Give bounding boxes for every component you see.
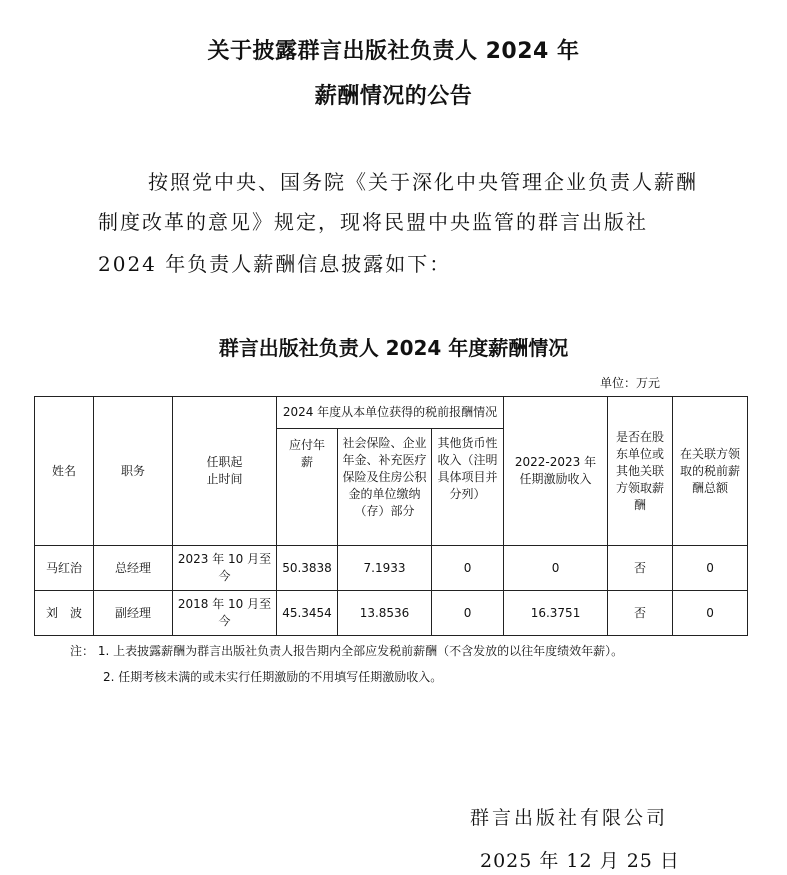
cell-shareholder: 否 [608, 591, 673, 636]
cell-tenure: 2018 年 10 月至今 [173, 591, 277, 636]
paragraph-line3: 2024 年负责人薪酬信息披露如下： [98, 252, 452, 276]
header-incentive: 2022-2023 年任期激励收入 [504, 397, 608, 546]
table-row [35, 546, 748, 591]
cell-incentive: 0 [504, 546, 608, 591]
header-name: 姓名 [35, 397, 94, 546]
header-insurance: 社会保险、企业年金、补充医疗保险及住房公积金的单位缴纳（存）部分 [338, 429, 432, 546]
paragraph-line1: 按照党中央、国务院《关于深化中央管理企业负责人薪酬 [148, 170, 698, 194]
header-salary: 应付年薪 [277, 429, 338, 546]
signature-date: 2025 年 12 月 25 日 [480, 850, 680, 872]
cell-related-party: 0 [673, 546, 748, 591]
cell-tenure: 2023 年 10 月至今 [173, 546, 277, 591]
cell-salary: 50.3838 [277, 546, 338, 591]
header-position: 职务 [94, 397, 173, 546]
cell-name: 刘 波 [35, 591, 94, 636]
note-2: 2. 任期考核未满的或未实行任期激励的不用填写任期激励收入。 [103, 670, 443, 684]
cell-insurance: 7.1933 [338, 546, 432, 591]
header-shareholder: 是否在股东单位或其他关联方领取薪酬 [608, 397, 673, 546]
header-related-party: 在关联方领取的税前薪酬总额 [673, 397, 748, 546]
document-title-line2: 薪酬情况的公告 [314, 84, 473, 109]
unit-label: 单位：万元 [600, 376, 661, 390]
cell-position: 副经理 [94, 591, 173, 636]
cell-shareholder: 否 [608, 546, 673, 591]
table-row [35, 591, 748, 636]
cell-name: 马红治 [35, 546, 94, 591]
document-title-line1: 关于披露群言出版社负责人 2024 年 [207, 39, 580, 64]
company-signature: 群言出版社有限公司 [470, 807, 669, 829]
cell-salary: 45.3454 [277, 591, 338, 636]
header-other-income: 其他货币性收入（注明具体项目并分列） [432, 429, 504, 546]
header-tenure: 任职起止时间 [173, 397, 277, 546]
table-title: 群言出版社负责人 2024 年度薪酬情况 [218, 336, 569, 360]
header-pretax-group: 2024 年度从本单位获得的税前报酬情况 [277, 397, 504, 429]
cell-related-party: 0 [673, 591, 748, 636]
cell-position: 总经理 [94, 546, 173, 591]
paragraph-line2: 制度改革的意见》规定，现将民盟中央监管的群言出版社 [98, 210, 648, 234]
salary-table [34, 396, 748, 636]
note-1: 注： 1. 上表披露薪酬为群言出版社负责人报告期内全部应发税前薪酬（不含发放的以往年度绩效年薪）。 [70, 644, 624, 658]
cell-other-income: 0 [432, 546, 504, 591]
cell-insurance: 13.8536 [338, 591, 432, 636]
cell-other-income: 0 [432, 591, 504, 636]
cell-incentive: 16.3751 [504, 591, 608, 636]
